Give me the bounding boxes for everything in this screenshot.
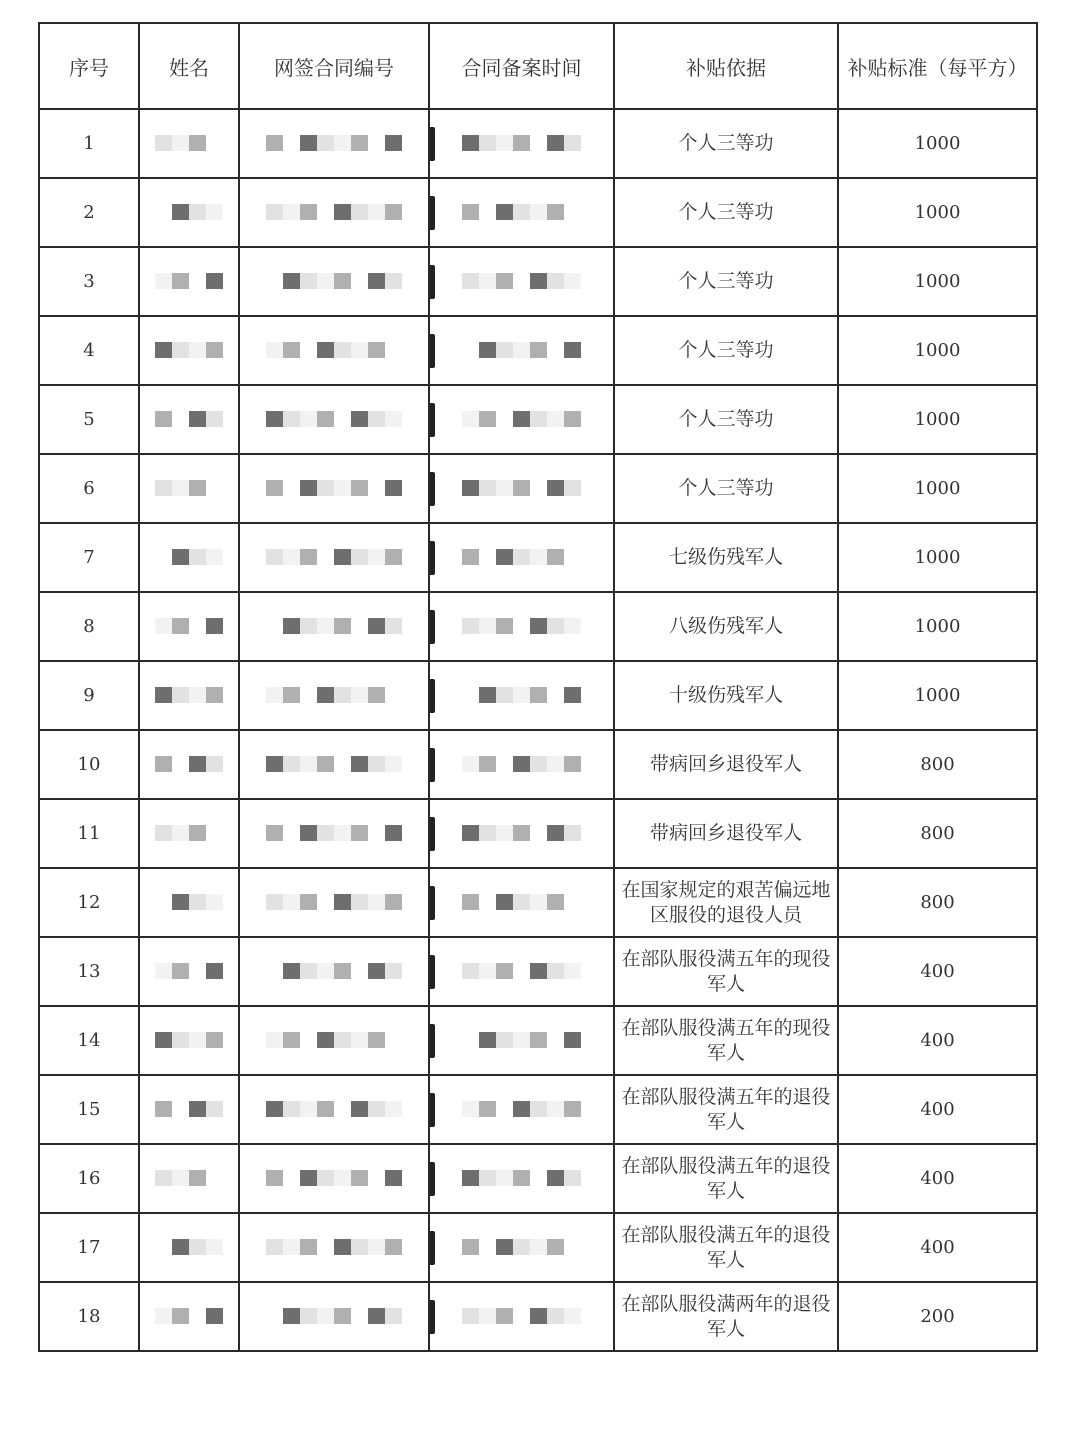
- filing-time-cell-redacted: [429, 1075, 614, 1144]
- filing-time-cell-redacted: [429, 523, 614, 592]
- subsidy-basis: 个人三等功: [614, 247, 838, 316]
- table-row: [39, 1144, 1037, 1213]
- contract-number-cell-redacted: [239, 178, 429, 247]
- filing-time-cell-redacted: [429, 661, 614, 730]
- subsidy-standard: 800: [838, 799, 1037, 868]
- filing-time-cell-redacted: [429, 799, 614, 868]
- redacted-mosaic: [140, 480, 238, 498]
- contract-number-cell-redacted: [239, 1282, 429, 1351]
- header-filing-time: 合同备案时间: [429, 23, 614, 109]
- subsidy-basis: 个人三等功: [614, 454, 838, 523]
- redacted-mosaic: [430, 825, 613, 843]
- redacted-mosaic: [430, 204, 613, 222]
- contract-number-cell-redacted: [239, 730, 429, 799]
- contract-number-cell-redacted: [239, 316, 429, 385]
- filing-time-cell-redacted: [429, 1144, 614, 1213]
- name-cell-redacted: [139, 1075, 239, 1144]
- row-number: 6: [39, 454, 139, 523]
- name-cell-redacted: [139, 730, 239, 799]
- name-cell-redacted: [139, 316, 239, 385]
- redacted-mosaic: [430, 135, 613, 153]
- table-row: [39, 385, 1037, 454]
- filing-time-cell-redacted: [429, 385, 614, 454]
- subsidy-basis: 个人三等功: [614, 385, 838, 454]
- row-number: 14: [39, 1006, 139, 1075]
- header-contract-number: 网签合同编号: [239, 23, 429, 109]
- subsidy-document: [38, 22, 1036, 1352]
- redacted-mosaic: [240, 135, 428, 153]
- redacted-mosaic: [240, 687, 428, 705]
- redacted-mosaic: [240, 1101, 428, 1119]
- redacted-mosaic: [430, 342, 613, 360]
- row-number: 4: [39, 316, 139, 385]
- table-row: [39, 454, 1037, 523]
- subsidy-standard: 1000: [838, 523, 1037, 592]
- redacted-mosaic: [430, 618, 613, 636]
- filing-time-cell-redacted: [429, 1282, 614, 1351]
- row-number: 9: [39, 661, 139, 730]
- name-cell-redacted: [139, 1144, 239, 1213]
- subsidy-standard: 800: [838, 868, 1037, 937]
- redacted-mosaic: [430, 756, 613, 774]
- row-number: 10: [39, 730, 139, 799]
- redacted-mosaic: [140, 618, 238, 636]
- row-number: 17: [39, 1213, 139, 1282]
- name-cell-redacted: [139, 247, 239, 316]
- redacted-mosaic: [430, 963, 613, 981]
- table-row: [39, 178, 1037, 247]
- name-cell-redacted: [139, 661, 239, 730]
- contract-number-cell-redacted: [239, 592, 429, 661]
- subsidy-standard: 400: [838, 1006, 1037, 1075]
- header-name: 姓名: [139, 23, 239, 109]
- redacted-mosaic: [240, 756, 428, 774]
- header-no: 序号: [39, 23, 139, 109]
- subsidy-basis: 八级伤残军人: [614, 592, 838, 661]
- redacted-mosaic: [240, 273, 428, 291]
- filing-time-cell-redacted: [429, 178, 614, 247]
- filing-time-cell-redacted: [429, 730, 614, 799]
- name-cell-redacted: [139, 1282, 239, 1351]
- subsidy-standard: 1000: [838, 109, 1037, 178]
- redacted-mosaic: [240, 1308, 428, 1326]
- subsidy-standard: 400: [838, 1144, 1037, 1213]
- contract-number-cell-redacted: [239, 109, 429, 178]
- header-row: [39, 23, 1037, 109]
- filing-time-cell-redacted: [429, 1006, 614, 1075]
- table-row: [39, 1006, 1037, 1075]
- table-row: [39, 868, 1037, 937]
- subsidy-basis: 带病回乡退役军人: [614, 730, 838, 799]
- name-cell-redacted: [139, 592, 239, 661]
- redacted-mosaic: [140, 1308, 238, 1326]
- redacted-mosaic: [430, 411, 613, 429]
- table-row: [39, 1213, 1037, 1282]
- redacted-mosaic: [140, 411, 238, 429]
- filing-time-cell-redacted: [429, 592, 614, 661]
- redacted-mosaic: [140, 342, 238, 360]
- redacted-mosaic: [140, 687, 238, 705]
- subsidy-standard: 1000: [838, 454, 1037, 523]
- filing-time-cell-redacted: [429, 247, 614, 316]
- subsidy-standard: 1000: [838, 385, 1037, 454]
- subsidy-basis: 在部队服役满五年的退役军人: [614, 1144, 838, 1213]
- contract-number-cell-redacted: [239, 523, 429, 592]
- contract-number-cell-redacted: [239, 799, 429, 868]
- table-row: [39, 730, 1037, 799]
- table-row: [39, 799, 1037, 868]
- redacted-mosaic: [430, 549, 613, 567]
- contract-number-cell-redacted: [239, 1144, 429, 1213]
- filing-time-cell-redacted: [429, 1213, 614, 1282]
- name-cell-redacted: [139, 799, 239, 868]
- row-number: 8: [39, 592, 139, 661]
- redacted-mosaic: [430, 894, 613, 912]
- table-row: [39, 937, 1037, 1006]
- subsidy-standard: 1000: [838, 247, 1037, 316]
- name-cell-redacted: [139, 868, 239, 937]
- redacted-mosaic: [140, 1239, 238, 1257]
- redacted-mosaic: [430, 1101, 613, 1119]
- filing-time-cell-redacted: [429, 937, 614, 1006]
- subsidy-standard: 1000: [838, 316, 1037, 385]
- row-number: 1: [39, 109, 139, 178]
- redacted-mosaic: [140, 756, 238, 774]
- redacted-mosaic: [240, 1170, 428, 1188]
- filing-time-cell-redacted: [429, 868, 614, 937]
- table-row: [39, 661, 1037, 730]
- redacted-mosaic: [430, 1308, 613, 1326]
- subsidy-basis: 在部队服役满五年的退役军人: [614, 1213, 838, 1282]
- name-cell-redacted: [139, 178, 239, 247]
- subsidy-standard: 800: [838, 730, 1037, 799]
- contract-number-cell-redacted: [239, 1075, 429, 1144]
- name-cell-redacted: [139, 385, 239, 454]
- redacted-mosaic: [240, 411, 428, 429]
- row-number: 7: [39, 523, 139, 592]
- name-cell-redacted: [139, 109, 239, 178]
- table-row: [39, 247, 1037, 316]
- redacted-mosaic: [430, 687, 613, 705]
- redacted-mosaic: [430, 480, 613, 498]
- row-number: 18: [39, 1282, 139, 1351]
- table-row: [39, 523, 1037, 592]
- table-row: [39, 1075, 1037, 1144]
- name-cell-redacted: [139, 1213, 239, 1282]
- redacted-mosaic: [140, 894, 238, 912]
- table-row: [39, 1282, 1037, 1351]
- row-number: 16: [39, 1144, 139, 1213]
- name-cell-redacted: [139, 937, 239, 1006]
- row-number: 11: [39, 799, 139, 868]
- contract-number-cell-redacted: [239, 454, 429, 523]
- table-row: [39, 316, 1037, 385]
- redacted-mosaic: [140, 825, 238, 843]
- contract-number-cell-redacted: [239, 385, 429, 454]
- redacted-mosaic: [140, 204, 238, 222]
- table-row: [39, 109, 1037, 178]
- redacted-mosaic: [430, 1032, 613, 1050]
- row-number: 2: [39, 178, 139, 247]
- subsidy-standard: 200: [838, 1282, 1037, 1351]
- subsidy-basis: 在部队服役满两年的退役军人: [614, 1282, 838, 1351]
- redacted-mosaic: [240, 894, 428, 912]
- redacted-mosaic: [240, 618, 428, 636]
- filing-time-cell-redacted: [429, 454, 614, 523]
- contract-number-cell-redacted: [239, 661, 429, 730]
- redacted-mosaic: [240, 342, 428, 360]
- subsidy-basis: 带病回乡退役军人: [614, 799, 838, 868]
- redacted-mosaic: [430, 1170, 613, 1188]
- contract-number-cell-redacted: [239, 247, 429, 316]
- filing-time-cell-redacted: [429, 316, 614, 385]
- subsidy-basis: 在部队服役满五年的现役军人: [614, 937, 838, 1006]
- row-number: 3: [39, 247, 139, 316]
- redacted-mosaic: [140, 963, 238, 981]
- redacted-mosaic: [240, 204, 428, 222]
- subsidy-table: [38, 22, 1038, 1352]
- redacted-mosaic: [430, 1239, 613, 1257]
- subsidy-standard: 1000: [838, 178, 1037, 247]
- header-subsidy-standard: 补贴标准（每平方）: [838, 23, 1037, 109]
- subsidy-standard: 1000: [838, 592, 1037, 661]
- name-cell-redacted: [139, 1006, 239, 1075]
- subsidy-standard: 400: [838, 937, 1037, 1006]
- subsidy-basis: 个人三等功: [614, 316, 838, 385]
- name-cell-redacted: [139, 523, 239, 592]
- name-cell-redacted: [139, 454, 239, 523]
- redacted-mosaic: [140, 273, 238, 291]
- table-body: [39, 109, 1037, 1351]
- redacted-mosaic: [140, 1170, 238, 1188]
- row-number: 15: [39, 1075, 139, 1144]
- redacted-mosaic: [240, 1032, 428, 1050]
- redacted-mosaic: [240, 825, 428, 843]
- subsidy-basis: 十级伤残军人: [614, 661, 838, 730]
- contract-number-cell-redacted: [239, 868, 429, 937]
- subsidy-basis: 个人三等功: [614, 109, 838, 178]
- subsidy-standard: 400: [838, 1213, 1037, 1282]
- subsidy-basis: 在部队服役满五年的现役军人: [614, 1006, 838, 1075]
- redacted-mosaic: [430, 273, 613, 291]
- redacted-mosaic: [240, 549, 428, 567]
- subsidy-standard: 1000: [838, 661, 1037, 730]
- contract-number-cell-redacted: [239, 937, 429, 1006]
- redacted-mosaic: [140, 135, 238, 153]
- row-number: 13: [39, 937, 139, 1006]
- redacted-mosaic: [240, 1239, 428, 1257]
- redacted-mosaic: [140, 549, 238, 567]
- subsidy-basis: 个人三等功: [614, 178, 838, 247]
- contract-number-cell-redacted: [239, 1213, 429, 1282]
- subsidy-basis: 在国家规定的艰苦偏远地区服役的退役人员: [614, 868, 838, 937]
- header-subsidy-basis: 补贴依据: [614, 23, 838, 109]
- redacted-mosaic: [140, 1032, 238, 1050]
- row-number: 5: [39, 385, 139, 454]
- contract-number-cell-redacted: [239, 1006, 429, 1075]
- subsidy-basis: 在部队服役满五年的退役军人: [614, 1075, 838, 1144]
- subsidy-basis: 七级伤残军人: [614, 523, 838, 592]
- filing-time-cell-redacted: [429, 109, 614, 178]
- row-number: 12: [39, 868, 139, 937]
- subsidy-standard: 400: [838, 1075, 1037, 1144]
- redacted-mosaic: [140, 1101, 238, 1119]
- redacted-mosaic: [240, 963, 428, 981]
- redacted-mosaic: [240, 480, 428, 498]
- table-row: [39, 592, 1037, 661]
